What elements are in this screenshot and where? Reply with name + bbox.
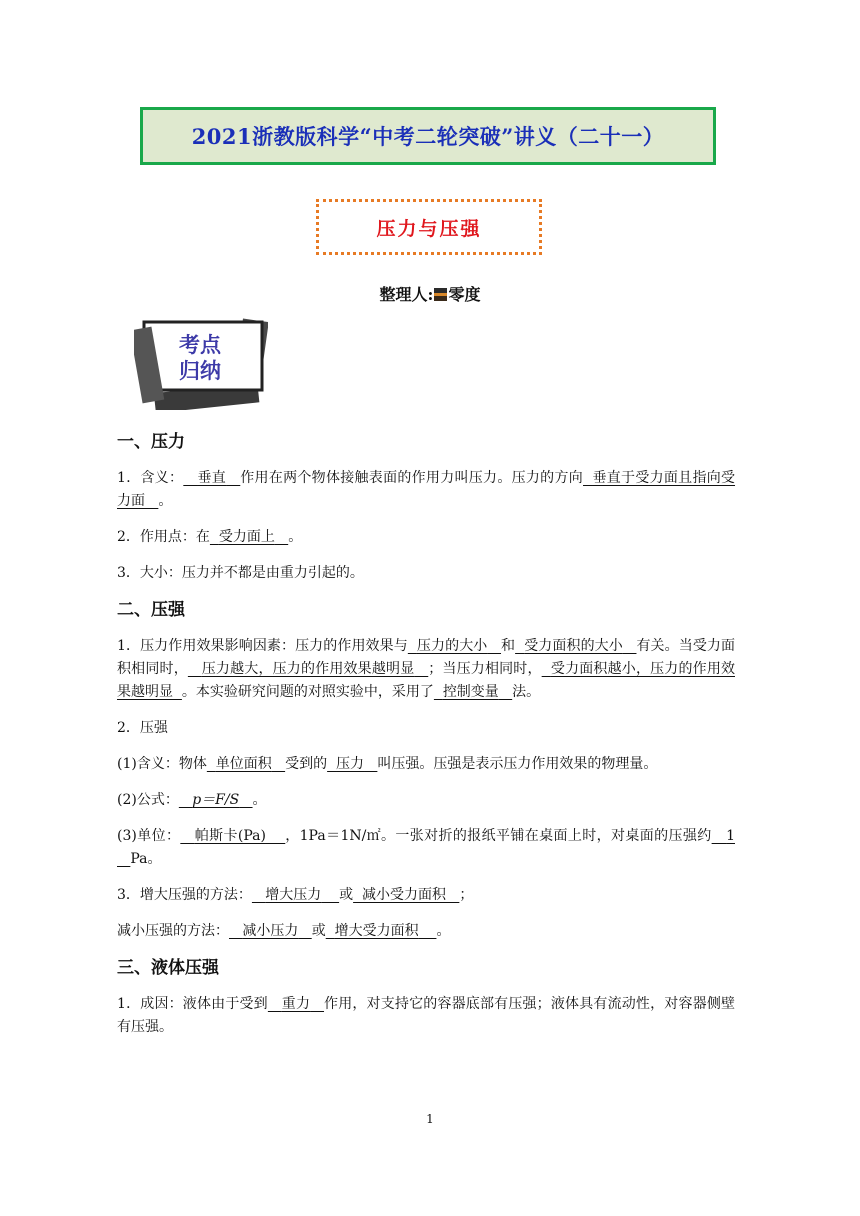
- key-points-badge: [134, 318, 268, 410]
- paragraph-definition: [117, 467, 735, 513]
- subtitle-banner: [316, 199, 542, 255]
- answer-blank: 帕斯卡(Pa): [194, 828, 266, 844]
- paragraph-pressure-label: [117, 717, 735, 740]
- answer-blank: 压力的大小: [416, 638, 488, 654]
- paragraph-unit: [117, 825, 735, 871]
- answer-blank: 垂直: [197, 470, 227, 486]
- answer-blank: 重力: [281, 996, 311, 1012]
- text: 2．作用点：在: [117, 529, 210, 545]
- editor-name: 零度: [448, 285, 481, 304]
- answer-blank: 增大受力面积: [334, 923, 419, 939]
- document-title: 2021浙教版科学“中考二轮突破”讲义（二十一）: [191, 124, 665, 149]
- text: 或: [311, 923, 326, 939]
- badge-line-1: 考点: [179, 333, 221, 357]
- paragraph-decrease-pressure: [117, 920, 735, 943]
- paragraph-point-of-action: [117, 526, 735, 549]
- title-banner: [140, 107, 716, 165]
- section-heading-liquid-pressure: 三、液体压强: [117, 958, 219, 978]
- text: 作用在两个物体接触表面的作用力叫压力。压力的方向: [240, 470, 584, 486]
- paragraph-pressure-definition: [117, 753, 735, 776]
- editor-prefix: 整理人:: [379, 285, 434, 304]
- answer-blank: 垂直于受力面且指向受力面: [117, 470, 736, 509]
- answer-blank: 减小压力: [242, 923, 299, 939]
- text: 有关。当受力面积相同时，: [117, 638, 736, 677]
- text: 1．压力作用效果影响因素：压力的作用效果与: [117, 638, 408, 654]
- text: ；当压力相同时，: [428, 661, 542, 677]
- text: 。: [252, 792, 267, 808]
- answer-blank: 受力面上: [218, 529, 275, 545]
- answer-blank: 1: [726, 828, 735, 844]
- editor-line: [0, 282, 860, 305]
- paragraph-magnitude: [117, 562, 735, 585]
- text: 。本实验研究问题的对照实验中，采用了: [181, 684, 434, 700]
- paragraph-increase-pressure: [117, 884, 735, 907]
- answer-blank: 单位面积: [215, 756, 272, 772]
- answer-blank: 压力: [336, 756, 365, 772]
- text: 作用，对支持它的容器底部有压强；液体具有流动性，对容器侧壁有压强。: [117, 996, 735, 1035]
- text: 和: [501, 638, 516, 654]
- text: (1)含义：物体: [117, 756, 207, 772]
- section-heading-pressure-force: 一、压力: [117, 432, 185, 452]
- text: ；: [459, 887, 474, 903]
- text: 或: [339, 887, 354, 903]
- text: 减小压强的方法：: [117, 923, 229, 939]
- badge-line-2: 归纳: [179, 359, 221, 383]
- text: Pa。: [130, 851, 162, 867]
- answer-blank: 减小受力面积: [362, 887, 446, 903]
- sunset-icon: [434, 288, 447, 301]
- answer-blank: 增大压力: [265, 887, 322, 903]
- text: 2．压强: [117, 720, 168, 736]
- text: 。: [288, 529, 303, 545]
- text: 1．成因：液体由于受到: [117, 996, 268, 1012]
- text: 叫压强。压强是表示压力作用效果的物理量。: [377, 756, 658, 772]
- text: 3．大小：压力并不都是由重力引起的。: [117, 565, 364, 581]
- text: ，1Pa＝1N/㎡。一张对折的报纸平铺在桌面上时，对桌面的压强约: [285, 828, 712, 844]
- text: 。: [436, 923, 451, 939]
- answer-blank: 受力面积的大小: [524, 638, 623, 654]
- text: (2)公式：: [117, 792, 179, 808]
- page-number: 1: [426, 1112, 434, 1126]
- paragraph-influencing-factors: [117, 635, 735, 704]
- section-heading-pressure: 二、压强: [117, 600, 185, 620]
- answer-blank: p＝F/S: [192, 792, 240, 808]
- answer-blank: 控制变量: [442, 684, 499, 700]
- main-content: [117, 430, 735, 1052]
- text: 法。: [512, 684, 541, 700]
- answer-blank: 受力面积越小，压力的作用效果越明显: [117, 661, 735, 700]
- text: 受到的: [285, 756, 328, 772]
- text: 3．增大压强的方法：: [117, 887, 252, 903]
- paragraph-liquid-cause: [117, 993, 735, 1039]
- text: 1．含义：: [117, 470, 184, 486]
- document-subtitle: 压力与压强: [376, 217, 482, 240]
- answer-blank: 压力越大，压力的作用效果越明显: [201, 661, 415, 677]
- text: 。: [158, 493, 173, 509]
- text: (3)单位：: [117, 828, 181, 844]
- paragraph-formula: [117, 789, 735, 812]
